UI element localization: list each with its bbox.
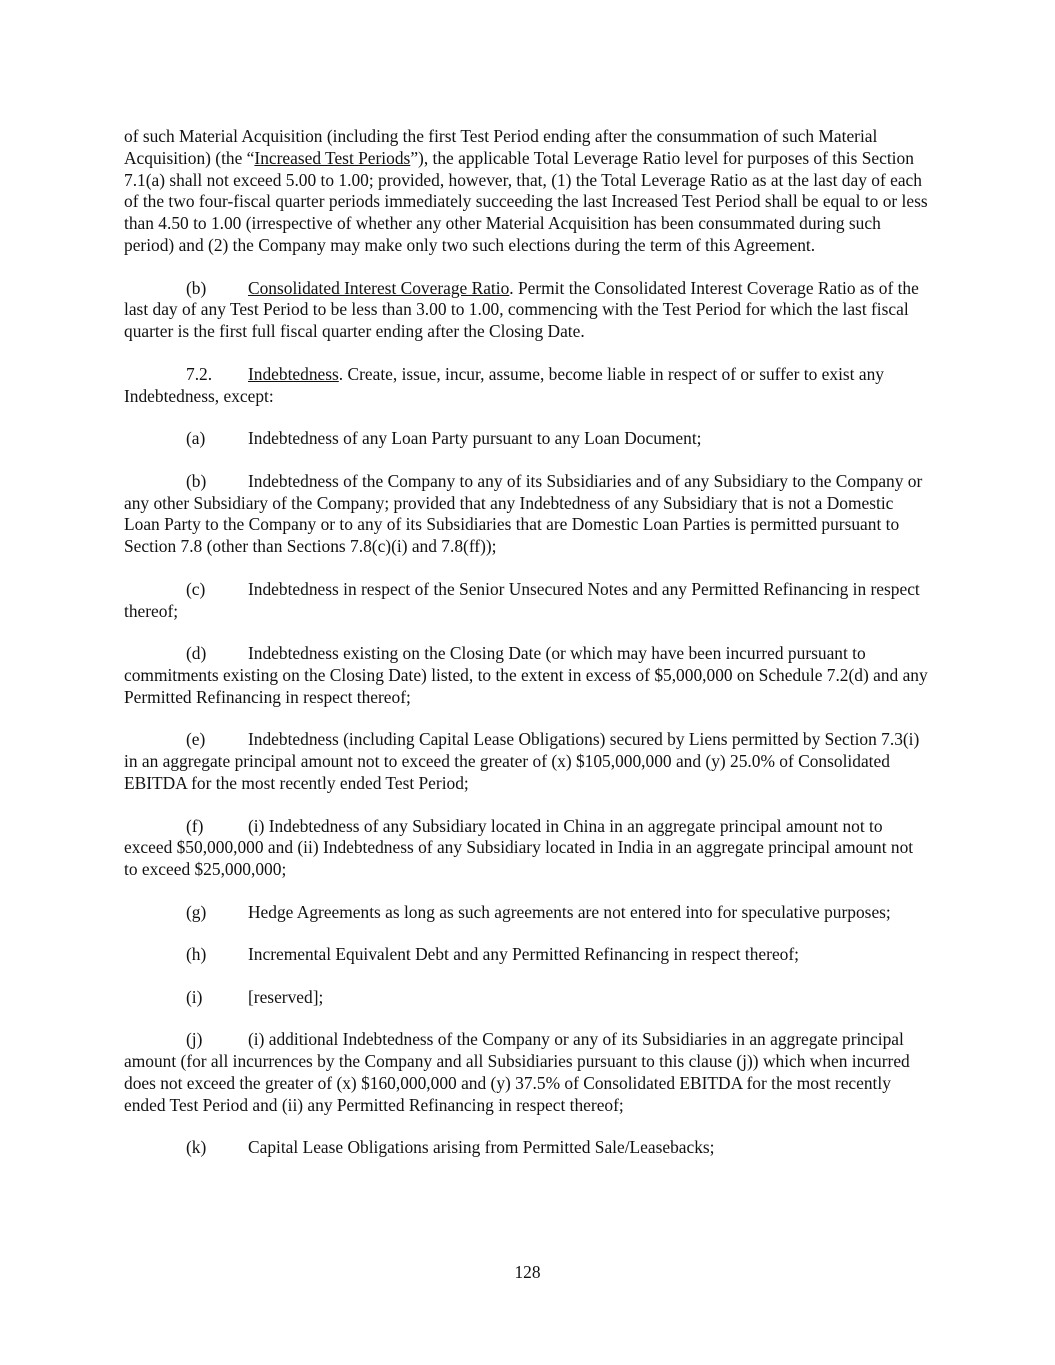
item-text: (i) Indebtedness of any Subsidiary located in China in an aggregate principal amount not to exceed $50,000,000 and (ii) Indebtedness of any Subsidiary located in India in an aggregate principal amount not to exceed $25,000,000; — [124, 815, 914, 880]
list-item-b — [124, 471, 930, 558]
item-label: (f) — [186, 815, 204, 836]
list-item-i — [124, 987, 930, 1009]
item-text: Indebtedness of any Loan Party pursuant to any Loan Document; — [248, 428, 702, 449]
list-item-c — [124, 579, 930, 623]
item-text: Indebtedness in respect of the Senior Unsecured Notes and any Permitted Refinancing in respect thereof; — [124, 578, 920, 621]
list-item-a — [124, 428, 930, 450]
item-label: (g) — [186, 901, 207, 922]
item-label: (h) — [186, 944, 207, 965]
item-label: (a) — [186, 428, 206, 449]
item-label: (j) — [186, 1029, 203, 1050]
page-number: 128 — [514, 1262, 541, 1282]
list-item-h — [124, 944, 930, 966]
list-item-d — [124, 643, 930, 708]
list-item-g — [124, 902, 930, 924]
item-text: [reserved]; — [248, 986, 324, 1007]
item-text: Capital Lease Obligations arising from Permitted Sale/Leasebacks; — [248, 1137, 715, 1158]
item-label: (k) — [186, 1137, 207, 1158]
clause-b-interest-coverage — [124, 278, 930, 343]
list-item-f — [124, 816, 930, 881]
clause-text: . Permit the Consolidated Interest Coverage Ratio as of the last day of any Test Period to be less than 3.00 to 1.00, commencing with the Test Period for which the last fiscal quarter is the first full fiscal quarter ending after the Closing Date. — [124, 277, 919, 342]
document-body — [124, 126, 930, 1180]
list-item-k — [124, 1137, 930, 1159]
item-text: (i) additional Indebtedness of the Company or any of its Subsidiaries in an aggregate principal amount (for all incurrences by the Company and all Subsidiaries pursuant to this clause (j)) which when incurred does not exceed the greater of (x) $160,000,000 and (y) 37.5% of Consolidated EBITDA for the most recently ended Test Period and (ii) any Permitted Refinancing in respect thereof; — [124, 1029, 910, 1115]
item-text: Hedge Agreements as long as such agreements are not entered into for speculative purposes; — [248, 901, 891, 922]
item-text: Indebtedness (including Capital Lease Obligations) secured by Liens permitted by Section 7.3(i) in an aggregate principal amount not to exceed the greater of (x) $105,000,000 and (y) 25.0% of Consolidated EBITDA for the most recently ended Test Period; — [124, 729, 920, 793]
section-text: . Create, issue, incur, assume, become liable in respect of or suffer to exist any Indebtedness, except: — [124, 363, 884, 406]
item-text: Indebtedness of the Company to any of its Subsidiaries and of any Subsidiary to the Company or any other Subsidiary of the Company; provided that any Indebtedness of any Subsidiary that is not a Domestic Loan Party to the Company or to any of its Subsidiaries that are Domestic Loan Parties is permitted pursuant to Section 7.8 (other than Sections 7.8(c)(i) and 7.8(ff)); — [124, 470, 923, 557]
item-label: (i) — [186, 986, 203, 1007]
item-label: (b) — [186, 470, 207, 491]
item-text: Indebtedness existing on the Closing Date (or which may have been incurred pursuant to commitments existing on the Closing Date) listed, to the extent in excess of $5,000,000 on Schedule 7.2(d) and any Permitted Refinancing in respect thereof; — [124, 643, 928, 707]
clause-label: (b) — [186, 277, 207, 298]
item-text: Incremental Equivalent Debt and any Permitted Refinancing in respect thereof; — [248, 944, 799, 965]
section-7-2-indebtedness — [124, 364, 930, 408]
p1-post: ”), the applicable Total Leverage Ratio level for purposes of this Section 7.1(a) shall not exceed 5.00 to 1.00; provided, however, that, (1) the Total Leverage Ratio as at the last day of each of the two four-fiscal quarter periods immediately succeeding the last Increased Test Period shall be equal to or less than 4.50 to 1.00 (irrespective of whether any other Material Acquisition has been consummated during such period) and (2) the Company may make only two such elections during the term of this Agreement. — [124, 147, 928, 255]
paragraph-continuation — [124, 126, 930, 257]
item-label: (c) — [186, 578, 206, 599]
p1-pre: of such Material Acquisition (including the first Test Period ending after the consummation of such Material Acquisition) (the “ — [124, 126, 878, 168]
clause-heading: Consolidated Interest Coverage Ratio — [248, 277, 510, 298]
item-label: (d) — [186, 643, 207, 664]
list-item-j — [124, 1029, 930, 1116]
section-number: 7.2. — [186, 363, 213, 384]
defined-term-increased-test-periods: Increased Test Periods — [254, 147, 411, 168]
list-item-e — [124, 729, 930, 794]
section-heading: Indebtedness — [248, 363, 339, 384]
item-label: (e) — [186, 729, 206, 750]
